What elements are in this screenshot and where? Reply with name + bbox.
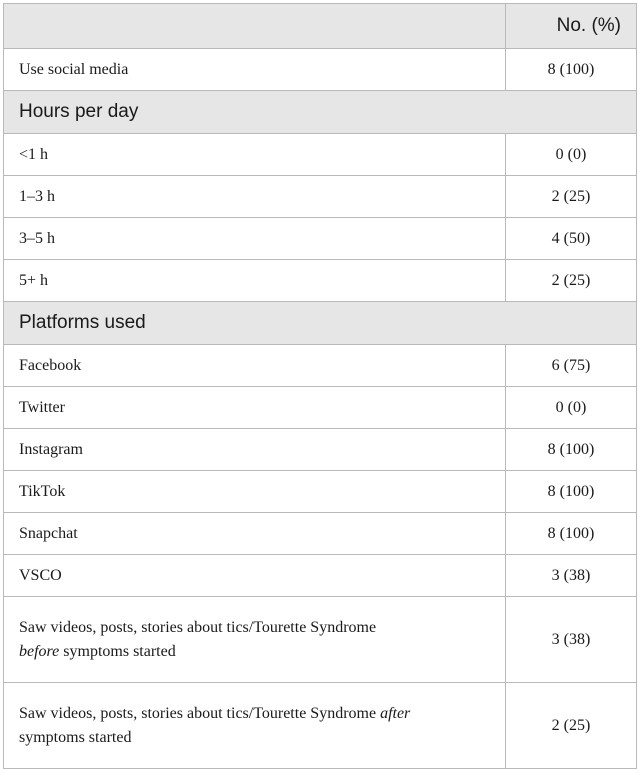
section-title: Hours per day bbox=[4, 91, 637, 134]
section-platforms bbox=[4, 302, 637, 345]
row-label-text: symptoms started bbox=[63, 642, 176, 660]
row-label-text: symptoms started bbox=[19, 728, 132, 746]
table-row bbox=[4, 387, 637, 429]
section-hours bbox=[4, 91, 637, 134]
table-row bbox=[4, 513, 637, 555]
table-row bbox=[4, 49, 637, 91]
row-label-emphasis: before bbox=[19, 642, 60, 660]
row-label-text: Saw videos, posts, stories about tics/Tourette Syndrome bbox=[19, 618, 377, 636]
row-label: 5+ h bbox=[4, 260, 506, 302]
row-label: 3–5 h bbox=[4, 218, 506, 260]
row-value: 4 (50) bbox=[506, 218, 637, 260]
table-row bbox=[4, 218, 637, 260]
row-label: Facebook bbox=[4, 345, 506, 387]
row-value: 2 (25) bbox=[506, 683, 637, 769]
table-row bbox=[4, 683, 637, 769]
row-label: Twitter bbox=[4, 387, 506, 429]
header-row bbox=[4, 4, 637, 49]
row-value: 8 (100) bbox=[506, 471, 637, 513]
row-value: 3 (38) bbox=[506, 555, 637, 597]
table-row bbox=[4, 345, 637, 387]
row-label: Instagram bbox=[4, 429, 506, 471]
table-row bbox=[4, 176, 637, 218]
row-value: 8 (100) bbox=[506, 513, 637, 555]
table-row bbox=[4, 134, 637, 176]
row-value: 2 (25) bbox=[506, 260, 637, 302]
social-media-table bbox=[3, 3, 637, 769]
table-row bbox=[4, 429, 637, 471]
row-label: TikTok bbox=[4, 471, 506, 513]
row-label bbox=[4, 683, 506, 769]
row-value: 0 (0) bbox=[506, 387, 637, 429]
row-value: 6 (75) bbox=[506, 345, 637, 387]
row-value: 8 (100) bbox=[506, 429, 637, 471]
row-label-emphasis: after bbox=[380, 704, 411, 722]
table-row bbox=[4, 555, 637, 597]
header-value: No. (%) bbox=[506, 4, 637, 49]
row-value: 2 (25) bbox=[506, 176, 637, 218]
row-label: Snapchat bbox=[4, 513, 506, 555]
table-row bbox=[4, 597, 637, 683]
row-value: 3 (38) bbox=[506, 597, 637, 683]
row-label-text: Saw videos, posts, stories about tics/Tourette Syndrome bbox=[19, 704, 377, 722]
row-label bbox=[4, 597, 506, 683]
table-row bbox=[4, 260, 637, 302]
header-label bbox=[4, 4, 506, 49]
row-label: <1 h bbox=[4, 134, 506, 176]
section-title: Platforms used bbox=[4, 302, 637, 345]
table-row bbox=[4, 471, 637, 513]
row-label: VSCO bbox=[4, 555, 506, 597]
row-label: Use social media bbox=[4, 49, 506, 91]
row-label: 1–3 h bbox=[4, 176, 506, 218]
row-value: 0 (0) bbox=[506, 134, 637, 176]
row-value: 8 (100) bbox=[506, 49, 637, 91]
